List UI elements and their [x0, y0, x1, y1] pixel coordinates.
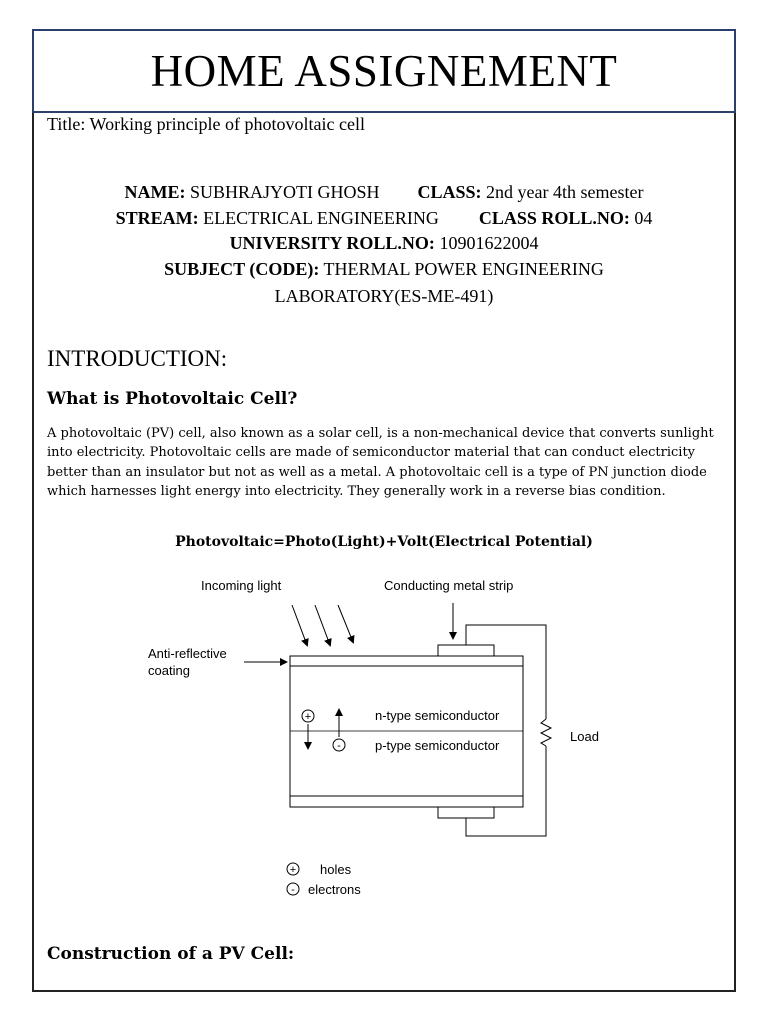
class-roll-value: 04: [629, 208, 653, 228]
p-type-label: p-type semiconductor: [375, 738, 500, 753]
back-layer: [290, 796, 523, 807]
pv-cell-diagram: [0, 560, 768, 910]
load-label: Load: [570, 729, 599, 744]
subject-label: SUBJECT (CODE):: [164, 259, 320, 279]
electron-minus: -: [337, 740, 341, 752]
coating-layer: [290, 656, 523, 666]
introduction-heading: INTRODUCTION:: [47, 346, 228, 371]
legend-holes-label: holes: [320, 862, 352, 877]
legend-electron-minus: -: [291, 884, 295, 896]
photovoltaic-formula: Photovoltaic=Photo(Light)+Volt(Electrical Potential): [175, 534, 593, 550]
anti-reflective-label-2: coating: [148, 663, 190, 678]
class-value: 2nd year 4th semester: [481, 182, 644, 202]
info-line-subject-cont: LABORATORY(ES-ME-491): [274, 286, 494, 306]
class-roll-label: CLASS ROLL.NO:: [478, 208, 630, 228]
info-line-name-class: [40, 182, 728, 203]
section-heading-what-is-pv: What is Photovoltaic Cell?: [47, 389, 298, 409]
metal-strip-label: Conducting metal strip: [384, 578, 514, 593]
light-ray-2: [315, 605, 330, 645]
subject-value-line1: THERMAL POWER ENGINEERING: [319, 259, 604, 279]
name-label: NAME:: [124, 182, 186, 202]
top-contact: [438, 645, 494, 656]
section-heading-construction: Construction of a PV Cell:: [47, 944, 295, 964]
light-ray-1: [292, 605, 307, 645]
bottom-contact: [438, 807, 494, 818]
light-ray-3: [338, 605, 353, 642]
legend-hole-plus: +: [289, 864, 297, 876]
class-label: CLASS:: [417, 182, 482, 202]
name-value: SUBHRAJYOTI GHOSH: [185, 182, 380, 202]
assignment-subtitle: Title: Working principle of photovoltaic cell: [47, 114, 366, 134]
stream-value: ELECTRICAL ENGINEERING: [198, 208, 439, 228]
n-type-label: n-type semiconductor: [375, 708, 500, 723]
univ-roll-value: 10901622004: [434, 233, 539, 253]
page-title: HOME ASSIGNEMENT: [150, 46, 618, 96]
pv-description-paragraph: A photovoltaic (PV) cell, also known as a solar cell, is a non-mechanical device that converts sunlight into electricity. Photovoltaic cells are made of semiconductor material that can conduct electricity better than an insulator but not as well as a metal. A photovoltaic cell is a type of PN junction diode which harnesses light energy into electricity. They generally work in a reverse bias condition.: [47, 426, 714, 499]
anti-reflective-label-1: Anti-reflective: [148, 646, 227, 661]
incoming-light-label: Incoming light: [201, 578, 282, 593]
info-line-univ-roll: [40, 233, 728, 254]
legend-electrons-label: electrons: [308, 882, 361, 897]
hole-plus: +: [304, 711, 312, 723]
stream-label: STREAM:: [115, 208, 199, 228]
info-line-stream-roll: [40, 208, 728, 229]
title-box: [32, 29, 736, 113]
load-resistor: [541, 719, 551, 746]
univ-roll-label: UNIVERSITY ROLL.NO:: [229, 233, 435, 253]
info-line-subject: [40, 259, 728, 280]
